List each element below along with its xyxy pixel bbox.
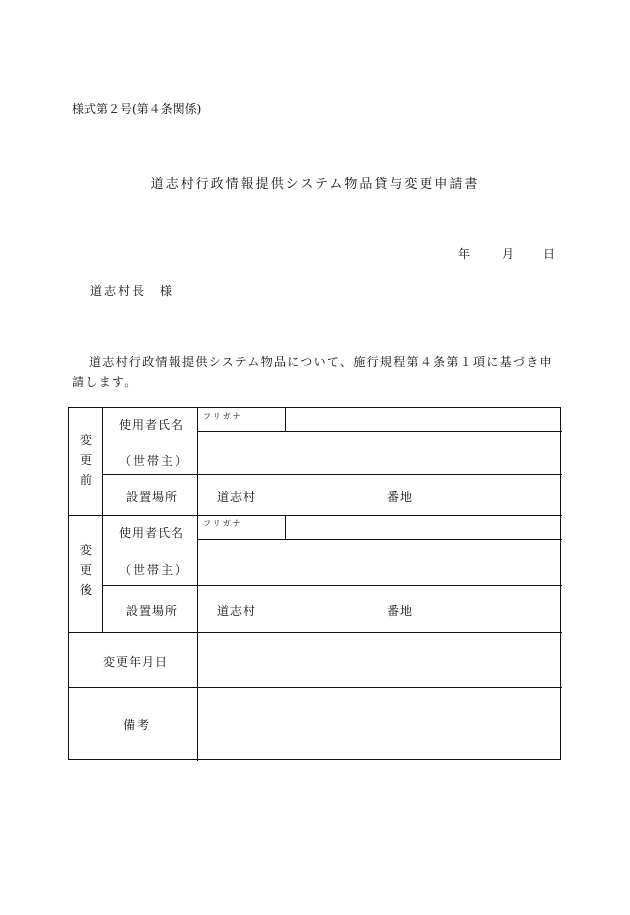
date-year-label: 年 — [458, 247, 471, 261]
before-furigana-field[interactable] — [286, 408, 561, 431]
date-day-label: 日 — [543, 247, 556, 261]
after-household-label: （世帯主） — [119, 563, 190, 577]
change-date-field[interactable] — [198, 633, 561, 687]
before-furigana-label: フリガナ — [203, 412, 243, 421]
date-month-label: 月 — [502, 247, 515, 261]
after-banchi-label: 番地 — [387, 604, 414, 618]
after-location-label: 設置場所 — [126, 604, 179, 618]
before-household-label: （世帯主） — [119, 454, 190, 468]
addressee-honorific: 様 — [160, 284, 175, 298]
before-location-label: 設置場所 — [126, 490, 179, 504]
after-name-field[interactable] — [198, 540, 561, 585]
change-date-label: 変更年月日 — [103, 655, 169, 669]
remarks-field[interactable] — [198, 688, 561, 760]
before-village-label: 道志村 — [217, 490, 257, 504]
document-title: 道志村行政情報提供システム物品貸与変更申請書 — [150, 177, 480, 192]
application-form-table — [68, 407, 561, 760]
after-label-char: 更 — [79, 563, 92, 577]
after-furigana-field[interactable] — [286, 516, 561, 539]
before-section-label — [78, 430, 94, 490]
after-village-label: 道志村 — [217, 604, 257, 618]
application-statement: 道志村行政情報提供システム物品について、施行規程第４条第１項に基づき申請します。 — [72, 355, 553, 389]
after-section-label — [78, 540, 94, 600]
addressee — [90, 282, 174, 299]
after-furigana-label: フリガナ — [203, 519, 243, 528]
grid-line — [102, 474, 562, 475]
form-number: 様式第２号(第４条関係) — [72, 102, 202, 116]
before-label-char: 更 — [79, 453, 92, 467]
grid-line — [102, 585, 562, 586]
before-label-char: 変 — [79, 433, 92, 447]
before-name-field[interactable] — [198, 432, 561, 474]
after-user-name-label: 使用者氏名 — [119, 526, 185, 540]
addressee-name: 道志村長 — [90, 284, 147, 298]
before-label-char: 前 — [79, 473, 92, 487]
remarks-label: 備考 — [123, 718, 152, 732]
after-label-char: 後 — [79, 583, 92, 597]
grid-line — [102, 408, 103, 632]
after-label-char: 変 — [79, 543, 92, 557]
before-banchi-label: 番地 — [387, 490, 414, 504]
before-user-name-label: 使用者氏名 — [119, 418, 185, 432]
